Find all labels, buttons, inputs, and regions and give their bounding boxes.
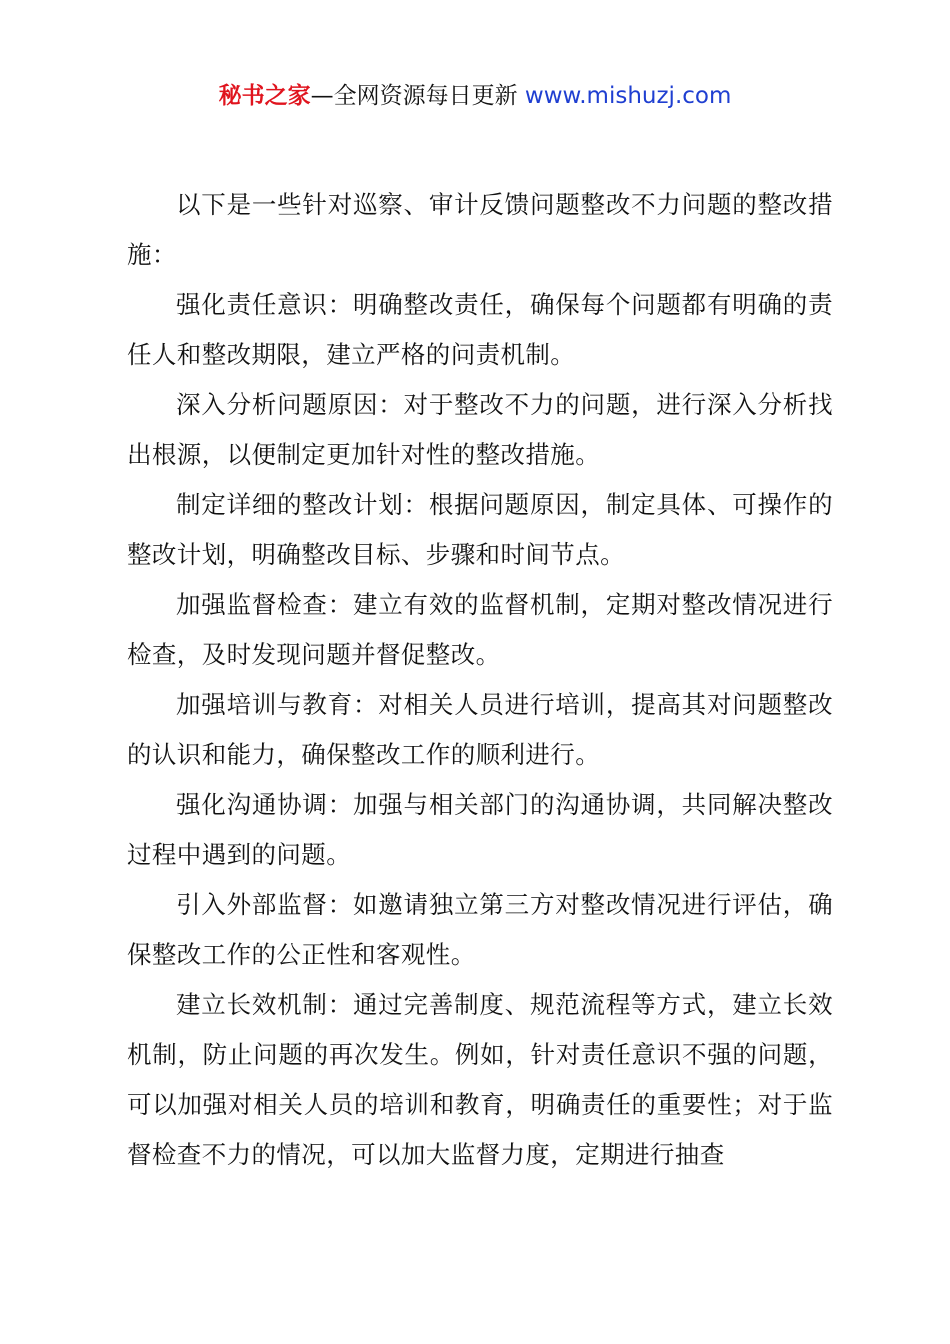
paragraph-intro: 以下是一些针对巡察、审计反馈问题整改不力问题的整改措施：: [127, 190, 833, 269]
paragraph-rectification-plan: 制定详细的整改计划：根据问题原因，制定具体、可操作的整改计划，明确整改目标、步骤和时间节点。: [127, 490, 833, 569]
paragraph-external-supervision: 引入外部监督：如邀请独立第三方对整改情况进行评估，确保整改工作的公正性和客观性。: [127, 890, 833, 969]
paragraph-communication: 强化沟通协调：加强与相关部门的沟通协调，共同解决整改过程中遇到的问题。: [127, 790, 833, 869]
document-body: [127, 180, 833, 1180]
site-url-link[interactable]: www.mishuzj.com: [524, 83, 732, 109]
paragraph-supervision: 加强监督检查：建立有效的监督机制，定期对整改情况进行检查，及时发现问题并督促整改。: [127, 590, 833, 669]
brand-name: 秘书之家: [218, 83, 311, 109]
paragraph-responsibility: 强化责任意识：明确整改责任，确保每个问题都有明确的责任人和整改期限，建立严格的问责机制。: [127, 290, 833, 369]
paragraph-cause-analysis: 深入分析问题原因：对于整改不力的问题，进行深入分析找出根源，以便制定更加针对性的整改措施。: [127, 390, 833, 469]
page-header: [0, 78, 950, 114]
paragraph-training: 加强培训与教育：对相关人员进行培训，提高其对问题整改的认识和能力，确保整改工作的顺利进行。: [127, 690, 833, 769]
paragraph-long-term-mechanism: 建立长效机制：通过完善制度、规范流程等方式，建立长效机制，防止问题的再次发生。例如，针对责任意识不强的问题，可以加强对相关人员的培训和教育，明确责任的重要性；对于监督检查不力的情况，可以加大监督力度，定期进行抽查: [127, 990, 833, 1169]
header-slogan: —全网资源每日更新: [310, 83, 518, 109]
